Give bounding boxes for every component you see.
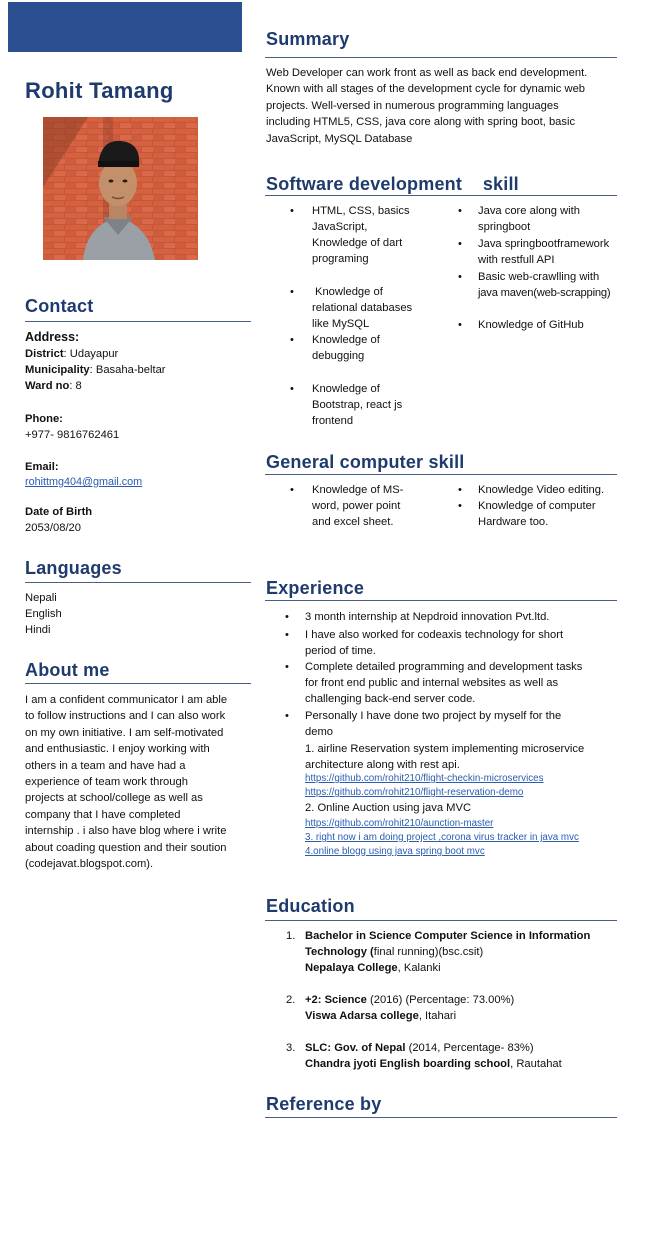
skill-line: debugging [312,350,365,362]
municipality-line [25,362,166,378]
about-line: others in a team and have had a [25,759,186,772]
software-skill-item: • Knowledge of relational databases like MySQL [290,286,413,330]
municipality-value: : Basaha-beltar [89,364,166,376]
software-skill-item: • HTML, CSS, basics JavaScript, Knowledge of dart programing [290,205,410,265]
dob-value: 2053/08/20 [25,522,81,534]
ward-line [25,378,82,394]
profile-photo-image [43,117,198,260]
education-item [305,928,590,976]
skill-line: Knowledge of [315,286,383,298]
software-skill-item: • Knowledge of debugging [290,334,380,362]
summary-divider [265,57,617,58]
software-skill-item: • Basic web-crawlling with java maven(web-scrapping) [458,271,611,299]
summary-line: Web Developer can work front as well as back end development. [266,67,588,79]
experience-line: demo [305,726,333,738]
skill-line: and excel sheet. [312,516,394,528]
project-1-title: 1. airline Reservation system implementing microservice [305,743,585,755]
profile-photo [43,117,198,260]
about-line: (codejavat.blogspot.com). [25,858,154,871]
summary-line: Known with all stages of the development cycle for dynamic web [266,83,586,96]
skill-line: Knowledge Video editing. [478,484,605,496]
about-text [25,692,255,872]
about-divider [25,683,251,684]
experience-line: challenging back-end server code. [305,693,476,705]
general-divider [265,474,617,475]
email-link[interactable]: rohittmg404@gmail.com [25,476,143,488]
project-link[interactable]: https://github.com/rohit210/aunction-master [305,818,494,829]
about-line: experience of team work through [25,776,188,789]
experience-title: Experience [266,578,365,598]
skill-line: JavaScript, [312,221,368,233]
experience-line: I have also worked for codeaxis technology for short [305,629,564,641]
experience-item: • Complete detailed programming and development tasks for front end public and internal websites as well as challenging back-end server code. [285,661,583,705]
skill-line: Bootstrap, react js [312,399,403,411]
education-degree: Bachelor in Science Computer Science in Information [305,930,591,942]
education-title: Education [266,896,355,916]
district-value: : Udayapur [63,348,119,360]
education-degree-part: Technology ( [305,946,374,958]
education-location: , Itahari [418,1010,457,1022]
education-degree: +2: Science [305,994,367,1006]
education-number: 2. [286,994,296,1006]
education-detail: (2016) (Percentage: 73.00%) [366,994,515,1006]
skill-line: HTML, CSS, basics [312,205,410,217]
skill-line: Java core along with [478,205,580,217]
project-link[interactable]: https://github.com/rohit210/flight-checkin-microservices [305,773,544,784]
project-link[interactable]: https://github.com/rohit210/flight-reservation-demo [305,787,524,798]
person-name: Rohit Tamang [25,78,174,103]
education-degree: SLC: Gov. of Nepal [305,1042,406,1054]
district-label: District [25,348,64,360]
district-line [25,346,118,362]
skill-line: Knowledge of [312,383,380,395]
education-degree-part: final running)(bsc.csit) [373,946,484,958]
experience-line: period of time. [305,645,376,657]
skill-line: with restfull API [478,254,555,266]
skill-line: Knowledge of [312,334,380,346]
about-line: to follow instructions and I can also work [25,710,226,723]
general-skill-item: • Knowledge of MS- word, power point and excel sheet. [290,484,404,528]
contact-title: Contact [25,296,94,316]
summary-title: Summary [266,29,350,49]
about-line: company that I have completed [25,808,181,821]
education-school: Viswa Adarsa college [305,1010,419,1022]
education-school-line [305,1056,562,1072]
summary-text [266,65,618,147]
general-skill-item: • Knowledge of computer Hardware too. [458,500,596,528]
experience-item: • Personally I have done two project by myself for the demo [285,710,562,738]
reference-divider [265,1117,617,1118]
skill-line: programing [312,253,369,265]
about-line: internship . i also have blog where i write [25,825,227,838]
experience-item: • I have also worked for codeaxis technology for short period of time. [285,629,564,657]
software-skill-item: • Knowledge of Bootstrap, react js frontend [290,383,403,427]
language-item: Hindi [25,624,51,636]
about-title: About me [25,660,110,680]
education-divider [265,920,617,921]
education-detail: (2014, Percentage- 83%) [405,1042,534,1054]
education-degree-line [305,944,590,960]
phone-label: Phone: [25,413,63,425]
address-label: Address: [25,330,80,344]
experience-item: • 3 month internship at Nepdroid innovation Pvt.ltd. [285,611,550,623]
experience-line: Personally I have done two project by myself for the [305,710,562,722]
education-degree-line [305,992,514,1008]
education-school-line [305,1008,514,1024]
education-degree-line [305,1040,562,1056]
email-label: Email: [25,461,59,473]
software-skill-item: • Knowledge of GitHub [458,319,584,331]
about-line: on my own initiative. I am self-motivated [25,726,224,739]
skill-line: word, power point [312,500,401,512]
contact-divider [25,321,251,322]
software-skill-item: • Java springbootframework with restfull API [458,238,610,266]
skill-line: Hardware too. [478,516,549,528]
skill-line: relational databases [312,302,413,314]
education-school: Nepalaya College [305,962,398,974]
about-line: I am a confident communicator I am able [25,694,228,706]
skill-line: Knowledge of GitHub [478,319,584,331]
software-title: Software development skill [266,174,519,194]
about-line: and enthusiastic. I enjoy working with [25,743,210,756]
phone-value: +977- 9816762461 [25,429,120,441]
skill-line: frontend [312,415,354,427]
experience-line: for front end public and internal websites as well as [305,677,559,689]
general-skill-item: • Knowledge Video editing. [458,484,605,496]
education-school-line [305,960,590,976]
languages-divider [25,582,251,583]
education-school: Chandra jyoti English boarding school [305,1058,511,1070]
experience-line: Complete detailed programming and development tasks [305,661,583,673]
education-item [305,1040,562,1072]
education-number: 3. [286,1042,296,1054]
municipality-label: Municipality [25,364,90,376]
about-line: projects at school/college as well as [25,792,203,805]
skill-line: Knowledge of MS- [312,484,404,496]
summary-line: projects. Well-versed in numerous programming languages [266,99,559,112]
dob-label: Date of Birth [25,506,93,518]
language-item: English [25,608,62,620]
project-1-subtitle: architecture along with rest api. [305,759,460,771]
languages-title: Languages [25,558,122,578]
summary-line: including HTML5, CSS, java core along with spring boot, basic [266,116,576,129]
summary-line: JavaScript, MySQL Database [266,132,413,145]
project-2-title: 2. Online Auction using java MVC [305,802,472,814]
project-link[interactable]: 3. right now i am doing project ,corona virus tracker in java mvc [305,832,579,843]
education-location: , Rautahat [510,1058,562,1070]
skill-line: Knowledge of computer [478,500,596,512]
education-number: 1. [286,930,296,942]
skill-line: Knowledge of dart [312,237,403,249]
skill-line: like MySQL [312,318,370,330]
ward-label: Ward no [25,380,70,392]
language-item: Nepali [25,592,57,604]
general-title: General computer skill [266,452,465,472]
skill-line: springboot [478,221,531,233]
skill-line: Basic web-crawlling with [478,271,600,283]
skill-line: Java springbootframework [478,238,610,250]
project-link[interactable]: 4.online blogg using java spring boot mvc [305,846,485,857]
ward-value: : 8 [69,380,82,392]
about-line: about coading question and their soution [25,841,227,854]
skill-line: java maven(web-scrapping) [478,287,611,299]
software-skill-item: • Java core along with springboot [458,205,580,233]
software-divider [265,195,617,196]
header-color-bar [8,2,242,52]
reference-title: Reference by [266,1094,382,1114]
experience-line: 3 month internship at Nepdroid innovation Pvt.ltd. [305,611,550,623]
education-item [305,992,514,1024]
education-location: , Kalanki [397,962,441,974]
experience-divider [265,600,617,601]
